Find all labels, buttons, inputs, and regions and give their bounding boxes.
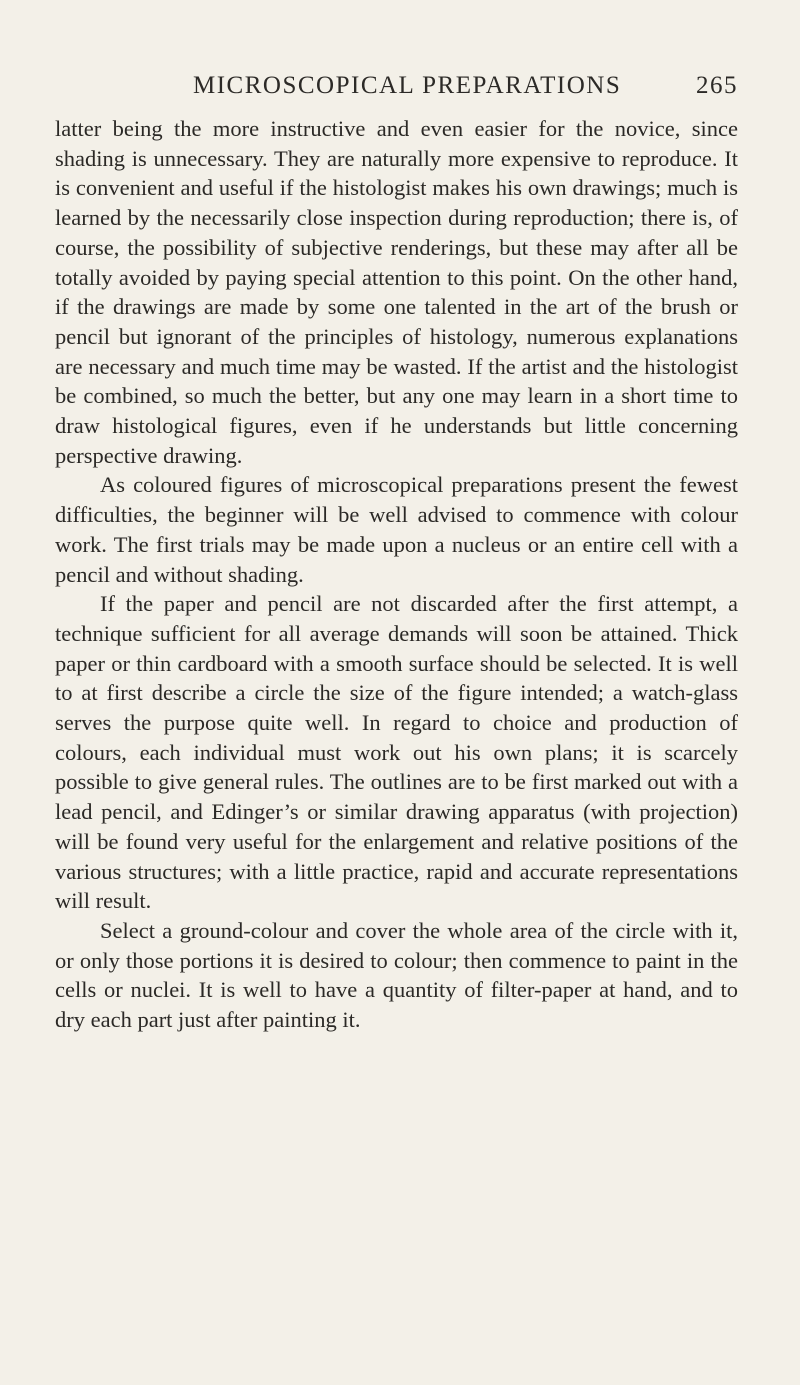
page-header [193, 72, 738, 106]
page-number: 265 [696, 72, 738, 99]
running-head: MICROSCOPICAL PREPARATIONS [193, 72, 622, 99]
paragraph-1: latter being the more instructive and even easier for the novice, since shading is unnecessary. They are naturally more expensive to reproduce. It is convenient and useful if the histologist makes his own drawings; much is learned by the necessarily close inspection during reproduction; there is, of course, the possibility of subjective renderings, but these may after all be totally avoided by paying special attention to this point. On the other hand, if the drawings are made by some one talented in the art of the brush or pencil but ignorant of the principles of histology, numerous explanations are necessary and much time may be wasted. If the artist and the histologist be combined, so much the better, but any one may learn in a short time to draw histological figures, even if he understands but little concerning perspective drawing. [55, 116, 738, 468]
paragraph-3: If the paper and pencil are not discarded after the first attempt, a technique sufficient for all average demands will soon be attained. Thick paper or thin cardboard with a smooth surface should be selected. It is well to at first describe a circle the size of the figure intended; a watch-glass serves the purpose quite well. In regard to choice and production of colours, each individual must work out his own plans; it is scarcely possible to give general rules. The outlines are to be first marked out with a lead pencil, and Edinger’s or similar drawing apparatus (with projection) will be found very useful for the enlargement and relative positions of the various structures; with a little practice, rapid and accurate representations will result. [55, 591, 738, 914]
body-text [55, 114, 738, 1035]
paragraph-4: Select a ground-colour and cover the whole area of the circle with it, or only those portions it is desired to colour; then commence to paint in the cells or nuclei. It is well to have a quantity of filter-paper at hand, and to dry each part just after painting it. [55, 917, 738, 1033]
paragraph-2: As coloured figures of microscopical preparations present the fewest difficulties, the beginner will be well advised to commence with colour work. The first trials may be made upon a nucleus or an entire cell with a pencil and without shading. [55, 472, 738, 587]
